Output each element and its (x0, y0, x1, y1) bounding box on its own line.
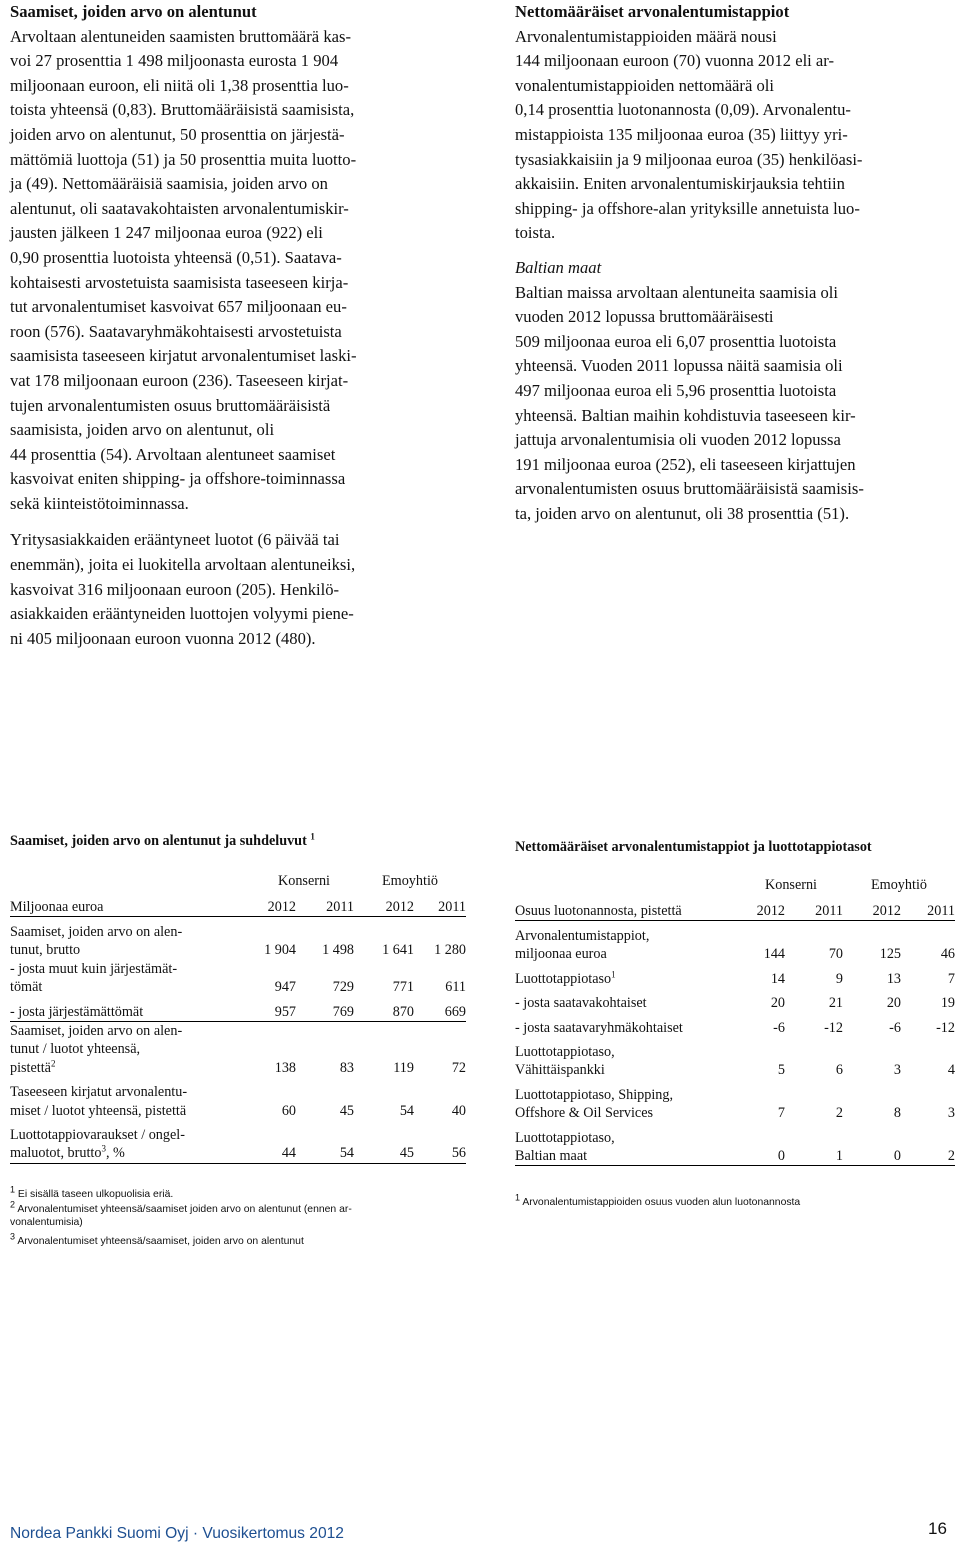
year-header: 2011 (901, 894, 955, 921)
text-line: 44 prosenttia (54). Arvoltaan alentuneet saamiset (10, 444, 336, 464)
year-header: 2012 (234, 890, 296, 917)
section-heading: Nettomääräiset arvonalentumistappiot (515, 2, 790, 21)
cell-value: 54 (399, 1102, 414, 1119)
text-line: tysasiakkaisiin ja 9 miljoonaa euroa (35) henkilöasi- (515, 149, 863, 169)
text-line: yhteensä. Baltian maihin kohdistuvia taseeseen kir- (515, 405, 856, 425)
cell-value: 0 (843, 1129, 901, 1166)
row-label-line: Luottotappiotaso, Shipping, (515, 1086, 674, 1103)
year-header: 2012 (354, 890, 414, 917)
footnote-text: Arvonalentumiset yhteensä/saamiset, joiden arvo on alentunut (17, 1236, 304, 1247)
text-line: kasvoivat eniten shipping- ja offshore-toiminnassa (10, 469, 346, 489)
text-line: voi 27 prosenttia 1 498 miljoonasta eurosta 1 904 (10, 51, 339, 71)
paragraph (515, 25, 955, 246)
row-label (10, 1126, 234, 1163)
year-header: 2011 (296, 890, 354, 917)
cell-value: 44 (234, 1126, 296, 1163)
row-label (10, 1022, 234, 1078)
cell-value: 3 (947, 1105, 955, 1122)
right-text-column (515, 0, 955, 526)
table-row (515, 927, 955, 964)
text-line: joiden arvo on alentunut, 50 prosenttia on järjestä- (10, 124, 345, 144)
footnote-marker: 2 (10, 1199, 16, 1210)
table-row (515, 994, 955, 1012)
cell-value: 13 (886, 970, 901, 987)
text-line: Arvonalentumistappioiden määrä nousi (515, 26, 777, 46)
cell-value: 957 (234, 1003, 296, 1022)
cell-value: 83 (339, 1059, 354, 1076)
text-line: toista yhteensä (0,83). Bruttomääräisistä saamisista, (10, 100, 355, 120)
cell-value: 5 (777, 1062, 785, 1079)
cell-value: 611 (445, 979, 466, 996)
cell-value: 46 (940, 946, 955, 963)
cell-value: 1 641 (382, 942, 414, 959)
text-line: yhteensä. Vuoden 2011 lopussa näitä saamisia oli (515, 356, 843, 376)
row-label-line: Luottotappiotaso, (515, 1129, 615, 1146)
footnote-text: Ei sisällä taseen ulkopuolisia eriä. (17, 1189, 174, 1200)
footnote-text: Arvonalentumistappioiden osuus vuoden alun luotonannosta (522, 1197, 801, 1208)
table-row (515, 1129, 955, 1166)
cell-value: 72 (451, 1059, 466, 1076)
cell-value: 1 280 (434, 942, 466, 959)
cell-value: 6 (835, 1062, 843, 1079)
text-line: tujen arvonalentumisten osuus bruttomääräisistä (10, 395, 331, 415)
cell-value: 8 (893, 1105, 901, 1122)
cell-value: 2 (835, 1105, 843, 1122)
cell-value: 40 (451, 1102, 466, 1119)
cell-value: 870 (354, 1003, 414, 1022)
footnote (515, 1192, 945, 1209)
row-label-line: pistettä (10, 1059, 51, 1076)
table-row (515, 1019, 955, 1037)
row-label-line: - josta järjestämättömät (10, 1003, 144, 1020)
table-footnotes (515, 1192, 945, 1209)
cell-value: 119 (393, 1059, 414, 1076)
footnote (10, 1231, 440, 1248)
row-label (10, 923, 234, 960)
text-line: 509 miljoonaa euroa eli 6,07 prosenttia luotoista (515, 331, 837, 351)
table-footnotes (10, 1184, 440, 1248)
cell-value: -12 (824, 1019, 843, 1036)
cell-value: 2 (901, 1129, 955, 1166)
row-label (515, 1019, 725, 1037)
paragraph (10, 25, 468, 517)
year-header: 2012 (843, 894, 901, 921)
cell-value: 144 (763, 946, 785, 963)
text-line: vuoden 2012 lopussa bruttomääräisesti (515, 307, 774, 327)
table-title-text: Nettomääräiset arvonalentumistappiot ja luottotappiotasot (515, 839, 872, 855)
text-line: tut arvonalentumiset kasvoivat 657 miljoonaan eu- (10, 297, 347, 317)
cell-value: 138 (274, 1059, 296, 1076)
text-line: 0,90 prosenttia luotoista yhteensä (0,51). Saatava- (10, 247, 342, 267)
cell-value: -6 (773, 1019, 785, 1036)
table-title-text: Saamiset, joiden arvo on alentunut ja suhdeluvut (10, 833, 307, 849)
loan-loss-table (515, 872, 955, 1166)
row-label-line: Baltian maat (515, 1148, 588, 1165)
cell-value: 20 (886, 995, 901, 1012)
group-header: Emoyhtiö (382, 872, 438, 889)
cell-value: 0 (725, 1129, 785, 1166)
row-label-line: miljoonaa euroa (515, 946, 607, 963)
text-line: mättömiä luottoja (51) ja 50 prosenttia muita luotto- (10, 149, 357, 169)
year-header: 2011 (414, 890, 466, 917)
footnote (10, 1199, 440, 1229)
text-line: Arvoltaan alentuneiden saamisten bruttomäärä kas- (10, 26, 351, 46)
footnote-marker: 3 (10, 1231, 16, 1242)
row-label (515, 1086, 725, 1123)
cell-value: 125 (879, 946, 901, 963)
text-line: asiakkaiden erääntyneiden luottojen volyymi piene- (10, 604, 354, 624)
text-line: enemmän), joita ei luokitella arvoltaan alentuneiksi, (10, 555, 356, 575)
row-label-line: - josta muut kuin järjestämät- (10, 960, 178, 977)
cell-value: 19 (940, 995, 955, 1012)
group-header: Konserni (764, 876, 817, 893)
table-title (10, 832, 315, 850)
table-row (10, 923, 466, 960)
text-line: ni 405 miljoonaan euroon vuonna 2012 (480). (10, 628, 316, 648)
text-line: alentunut, oli saatavakohtaisten arvonalentumiskir- (10, 198, 349, 218)
cell-value: 7 (947, 970, 955, 987)
footnote-text: vonalentumisia) (10, 1217, 83, 1228)
row-label (515, 994, 725, 1012)
row-label-line: Arvonalentumistappiot, (515, 928, 650, 944)
cell-value: 1 498 (322, 942, 354, 959)
footnote-marker: 1 (310, 831, 315, 842)
cell-value: 21 (828, 995, 843, 1012)
cell-value: 20 (770, 995, 785, 1012)
text-line: sekä kiinteistötoiminnassa. (10, 493, 189, 513)
row-label-suffix: , % (105, 1145, 125, 1162)
row-label (515, 1043, 725, 1080)
group-header: Emoyhtiö (871, 876, 927, 893)
footer-publication: Nordea Pankki Suomi Oyj · Vuosikertomus 2012 (10, 1525, 344, 1542)
group-header: Konserni (277, 872, 330, 889)
row-label (10, 1083, 234, 1120)
year-header: 2011 (785, 894, 843, 921)
text-line: Yritysasiakkaiden erääntyneet luotot (6 päivää tai (10, 530, 340, 550)
cell-value: 947 (274, 979, 296, 996)
impaired-loans-table (10, 868, 466, 1164)
row-label-line: tunut, brutto (10, 942, 81, 959)
text-line: 144 miljoonaan euroon (70) vuonna 2012 eli ar- (515, 51, 835, 71)
footnote-marker: 1 (10, 1184, 16, 1195)
text-line: ja (49). Nettomääräisiä saamisia, joiden arvo on (10, 174, 328, 194)
table-title (515, 838, 872, 856)
row-label-line: Saamiset, joiden arvo on alen- (10, 924, 183, 940)
cell-value: 729 (332, 979, 354, 996)
footnote-marker: 2 (50, 1058, 56, 1069)
text-line: arvonalentumisten osuus bruttomääräisistä saamisis- (515, 479, 864, 499)
row-label-line: - josta saatavaryhmäkohtaiset (515, 1019, 683, 1036)
section-heading: Saamiset, joiden arvo on alentunut (10, 2, 257, 21)
footnote-text: Arvonalentumiset yhteensä/saamiset joiden arvo on alentunut (ennen ar- (17, 1204, 352, 1215)
cell-value: 60 (281, 1102, 296, 1119)
row-label-line: Taseeseen kirjatut arvonalentu- (10, 1084, 188, 1101)
text-line: kohtaisesti arvostetuista saamisista taseeseen kirja- (10, 272, 349, 292)
text-line: mistappioista 135 miljoonaa euroa (35) liittyy yri- (515, 124, 848, 144)
table-row (515, 1086, 955, 1123)
row-label-line: miset / luotot yhteensä, pistettä (10, 1102, 187, 1119)
row-label-line: - josta saatavakohtaiset (515, 995, 647, 1012)
cell-value: 9 (835, 970, 843, 987)
cell-value: 4 (947, 1062, 955, 1079)
cell-value: 14 (770, 970, 785, 987)
paragraph (515, 281, 955, 527)
text-line: vat 178 miljoonaan euroon (236). Taseeseen kirjat- (10, 370, 349, 390)
row-label-line: Luottotappiotaso (515, 970, 612, 987)
text-line: 0,14 prosenttia luotonannosta (0,09). Arvonalentu- (515, 100, 851, 120)
text-line: miljoonaan euroon, eli niitä oli 1,38 prosenttia luo- (10, 75, 349, 95)
year-header: 2012 (725, 894, 785, 921)
text-line: ta, joiden arvo on alentunut, oli 38 prosenttia (51). (515, 503, 850, 523)
cell-value: 56 (414, 1126, 466, 1163)
cell-value: 45 (339, 1102, 354, 1119)
page-number: 16 (928, 1519, 947, 1538)
table-row (10, 1126, 466, 1163)
cell-value: 54 (296, 1126, 354, 1163)
row-label-line: maluotot, brutto (10, 1145, 102, 1162)
footnote-marker: 1 (515, 1192, 521, 1203)
row-label-line: tömät (10, 979, 43, 996)
row-label (515, 970, 725, 988)
footnote-marker: 1 (611, 969, 616, 980)
unit-label: Osuus luotonannosta, pistettä (515, 894, 725, 921)
text-line: jausten jälkeen 1 247 miljoonaa euroa (922) eli (10, 223, 323, 243)
table-row (515, 1043, 955, 1080)
cell-value: 769 (296, 1003, 354, 1022)
row-label (515, 927, 725, 964)
cell-value: 3 (893, 1062, 901, 1079)
row-label-line: Luottotappiotaso, (515, 1044, 615, 1061)
row-label-line: tunut / luotot yhteensä, (10, 1041, 141, 1058)
text-line: akkaisiin. Eniten arvonalentumiskirjauksia tehtiin (515, 174, 845, 194)
cell-value: 45 (354, 1126, 414, 1163)
text-line: shipping- ja offshore-alan yrityksille annetuista luo- (515, 198, 860, 218)
row-label-line: Luottotappiovaraukset / ongel- (10, 1127, 185, 1144)
text-line: 497 miljoonaa euroa eli 5,96 prosenttia luotoista (515, 380, 837, 400)
text-line: saamisista, joiden arvo on alentunut, oli (10, 420, 275, 440)
row-label (10, 960, 234, 997)
subheading: Baltian maat (515, 257, 602, 277)
row-label-line: Saamiset, joiden arvo on alen- (10, 1023, 183, 1040)
row-label (10, 1003, 234, 1022)
table-row (10, 1022, 466, 1078)
table-row (10, 960, 466, 997)
text-line: toista. (515, 223, 556, 243)
row-label (515, 1129, 725, 1166)
text-line: saamisista taseeseen kirjatut arvonalentumiset laski- (10, 346, 357, 366)
cell-value: -12 (936, 1019, 955, 1036)
footnote-marker: 3 (101, 1143, 106, 1154)
left-text-column (10, 0, 468, 651)
text-line: vonalentumistappioiden nettomäärä oli (515, 75, 774, 95)
cell-value: 7 (777, 1105, 785, 1122)
cell-value: 771 (392, 979, 414, 996)
unit-label: Miljoonaa euroa (10, 890, 234, 917)
text-line: kasvoivat 316 miljoonaan euroon (205). Henkilö- (10, 579, 340, 599)
table-row (10, 1083, 466, 1120)
paragraph (10, 528, 468, 651)
text-line: Baltian maissa arvoltaan alentuneita saamisia oli (515, 282, 839, 302)
cell-value: 1 904 (264, 942, 296, 959)
text-line: jattuja arvonalentumisia oli vuoden 2012 lopussa (515, 430, 841, 450)
text-line: 191 miljoonaa euroa (252), eli taseeseen kirjattujen (515, 454, 856, 474)
cell-value: -6 (889, 1019, 901, 1036)
table-row (10, 1003, 466, 1022)
cell-value: 70 (828, 946, 843, 963)
table-row (515, 970, 955, 988)
footnote (10, 1184, 440, 1201)
row-label-line: Offshore & Oil Services (515, 1105, 654, 1122)
row-label-line: Vähittäispankki (515, 1062, 605, 1079)
text-line: roon (576). Saatavaryhmäkohtaisesti arvostetuista (10, 321, 342, 341)
cell-value: 1 (785, 1129, 843, 1166)
cell-value: 669 (414, 1003, 466, 1022)
